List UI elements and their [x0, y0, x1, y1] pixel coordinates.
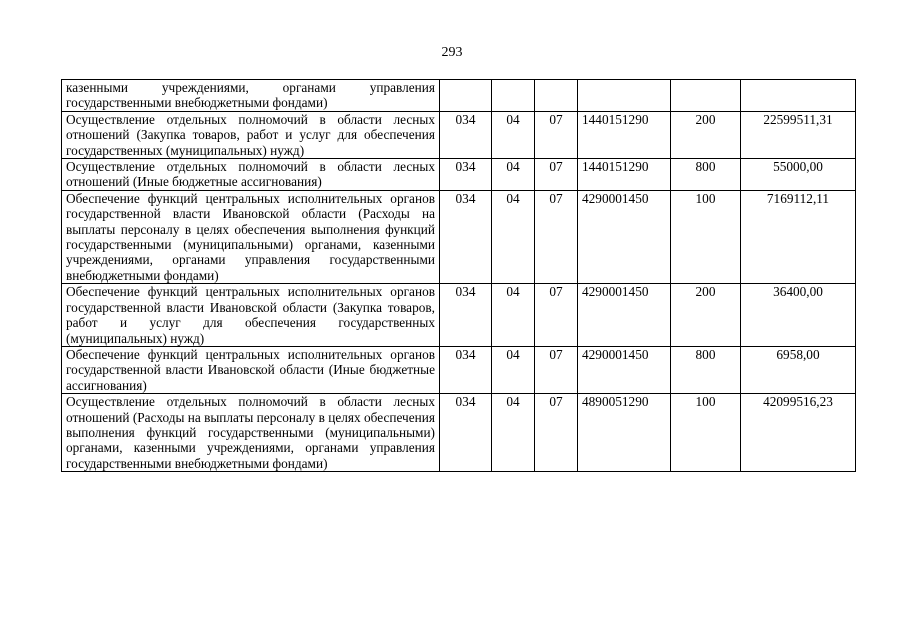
row-ministry-code — [440, 80, 492, 112]
row-ministry-code: 034 — [440, 284, 492, 347]
row-description: Осуществление отдельных полномочий в области лесных отношений (Расходы на выплаты персоналу в целях обеспечения выполнения функций государственными (муниципальными) органами, казенными учреждениями, органами управления государственными внебюджетными фондами) — [62, 394, 440, 472]
row-amount — [741, 80, 856, 112]
table-row — [62, 80, 856, 112]
row-expense-type: 100 — [671, 190, 741, 283]
row-subsection: 07 — [535, 190, 578, 283]
table-row — [62, 284, 856, 347]
table-row — [62, 394, 856, 472]
row-ministry-code: 034 — [440, 190, 492, 283]
row-amount: 55000,00 — [741, 159, 856, 191]
table-row — [62, 159, 856, 191]
table-row — [62, 346, 856, 393]
row-description: казенными учреждениями, органами управления государственными внебюджетными фондами) — [62, 80, 440, 112]
row-section: 04 — [492, 111, 535, 158]
row-target-code: 4290001450 — [578, 284, 671, 347]
row-expense-type: 100 — [671, 394, 741, 472]
table-body — [62, 80, 856, 472]
page-number: 293 — [441, 45, 463, 60]
budget-table — [61, 79, 856, 472]
row-subsection: 07 — [535, 159, 578, 191]
row-target-code: 4290001450 — [578, 190, 671, 283]
row-subsection: 07 — [535, 346, 578, 393]
row-description: Обеспечение функций центральных исполнительных органов государственной власти Ивановской области (Закупка товаров, работ и услуг для обеспечения государственных (муниципальных) нужд) — [62, 284, 440, 347]
row-amount: 7169112,11 — [741, 190, 856, 283]
row-expense-type: 800 — [671, 159, 741, 191]
row-section: 04 — [492, 159, 535, 191]
row-section: 04 — [492, 284, 535, 347]
row-target-code: 1440151290 — [578, 159, 671, 191]
row-description: Обеспечение функций центральных исполнительных органов государственной власти Ивановской области (Расходы на выплаты персоналу в целях обеспечения выполнения функций государственными (муниципальными) органами, казенными учреждениями, органами управления государственными внебюджетными фондами) — [62, 190, 440, 283]
row-subsection: 07 — [535, 394, 578, 472]
row-description: Осуществление отдельных полномочий в области лесных отношений (Закупка товаров, работ и услуг для обеспечения государственных (муниципальных) нужд) — [62, 111, 440, 158]
row-expense-type: 800 — [671, 346, 741, 393]
row-amount: 42099516,23 — [741, 394, 856, 472]
row-subsection: 07 — [535, 111, 578, 158]
row-expense-type: 200 — [671, 111, 741, 158]
row-target-code — [578, 80, 671, 112]
row-description: Осуществление отдельных полномочий в области лесных отношений (Иные бюджетные ассигнования) — [62, 159, 440, 191]
table-row — [62, 111, 856, 158]
row-ministry-code: 034 — [440, 159, 492, 191]
row-ministry-code: 034 — [440, 394, 492, 472]
row-description: Обеспечение функций центральных исполнительных органов государственной власти Ивановской области (Иные бюджетные ассигнования) — [62, 346, 440, 393]
row-subsection — [535, 80, 578, 112]
row-section: 04 — [492, 190, 535, 283]
row-amount: 6958,00 — [741, 346, 856, 393]
row-subsection: 07 — [535, 284, 578, 347]
row-section: 04 — [492, 346, 535, 393]
row-section — [492, 80, 535, 112]
row-amount: 36400,00 — [741, 284, 856, 347]
table-row — [62, 190, 856, 283]
row-expense-type — [671, 80, 741, 112]
row-section: 04 — [492, 394, 535, 472]
row-target-code: 1440151290 — [578, 111, 671, 158]
row-amount: 22599511,31 — [741, 111, 856, 158]
row-target-code: 4290001450 — [578, 346, 671, 393]
row-ministry-code: 034 — [440, 346, 492, 393]
row-target-code: 4890051290 — [578, 394, 671, 472]
row-ministry-code: 034 — [440, 111, 492, 158]
row-expense-type: 200 — [671, 284, 741, 347]
